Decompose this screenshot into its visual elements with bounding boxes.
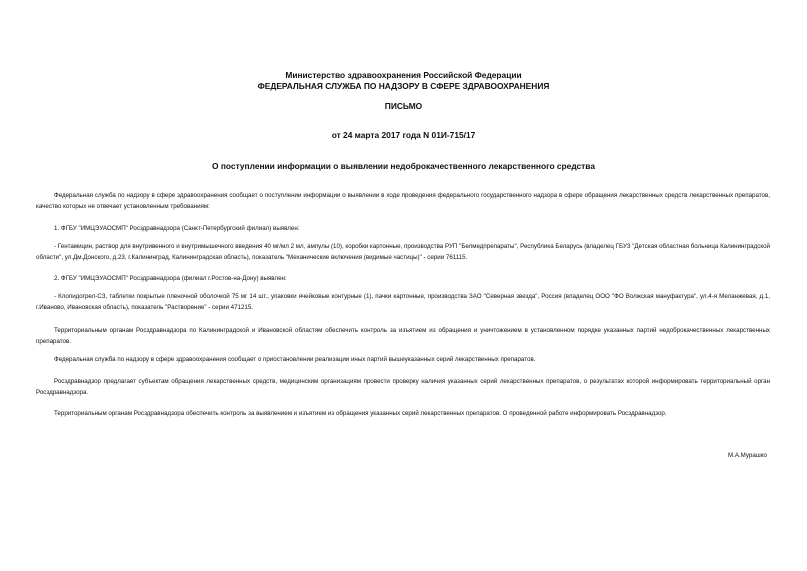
document-type: ПИСЬМО: [384, 101, 423, 111]
signature: М.А.Мурашко: [727, 452, 767, 459]
paragraph-intro: Федеральная служба по надзору в сфере здравоохранения сообщает о поступлении информации о выявлении в ходе проведения федерального государственного надзора в сфере обращения лекарственных средств лекарственных препаратов, качество которых не отвечает установленным требованиям:: [36, 192, 770, 210]
paragraph-item-2-detail: - Клопидогрел-СЗ, таблетки покрытые пленочной оболочкой 75 мг 14 шт., упаковки ячейковые контурные (1), пачки картонные, производства ЗАО "Северная звезда", Россия (владелец ООО "ФО Волжская мануфактура", ул.4-я Меланжевая, д.1, г.Иваново, Ивановская область), показатель "Растворение" - серии 471215.: [36, 293, 770, 311]
paragraph-suspension: Федеральная служба по надзору в сфере здравоохранения сообщает о приостановлении реализации иных партий вышеуказанных серий лекарственных препаратов.: [54, 356, 536, 363]
paragraph-item-1-detail: - Гентамицин, раствор для внутривенного и внутримышечного введения 40 мг/мл 2 мл, ампулы (10), коробки картонные, производства РУП "Белмедпрепараты", Республика Беларусь (владелец ГБУЗ "Детская областная больница Калининградской области", ул.Дм.Донского, д.23, г.Калининград, Калининградская область), показатель "Механические включения (видимые частицы)" - серии 761115.: [36, 243, 770, 261]
paragraph-final-control: Территориальным органам Росздравнадзора обеспечить контроль за выявлением и изъятием из обращения указанных серий лекарственных препаратов. О проведенной работе информировать Росздравнадзор.: [54, 410, 667, 417]
document-date-number: от 24 марта 2017 года N 01И-715/17: [331, 130, 476, 140]
paragraph-item-2-title: 2. ФГБУ "ИМЦЭУАОСМП" Росздравнадзора (филиал г.Ростов-на-Дону) выявлен:: [54, 275, 287, 282]
document-subject: О поступлении информации о выявлении недоброкачественного лекарственного средства: [212, 161, 595, 171]
paragraph-check-proposal: Росздравнадзор предлагает субъектам обращения лекарственных средств, медицинским организациям провести проверку наличия указанных серий лекарственных препаратов, о результатах которой информировать территориальный орган Росздравнадзора.: [36, 378, 770, 396]
paragraph-item-1-title: 1. ФГБУ "ИМЦЭУАОСМП" Росздравнадзора (Санкт-Петербургский филиал) выявлен:: [54, 225, 300, 232]
service-heading: ФЕДЕРАЛЬНАЯ СЛУЖБА ПО НАДЗОРУ В СФЕРЕ ЗДРАВООХРАНЕНИЯ: [257, 81, 550, 91]
ministry-heading: Министерство здравоохранения Российской Федерации: [285, 70, 522, 80]
paragraph-territorial-control: Территориальным органам Росздравнадзора по Калининградской и Ивановской областям обеспечить контроль за изъятием из обращения и уничтожением в установленном порядке указанных партий недоброкачественных лекарственных препаратов.: [36, 327, 770, 345]
